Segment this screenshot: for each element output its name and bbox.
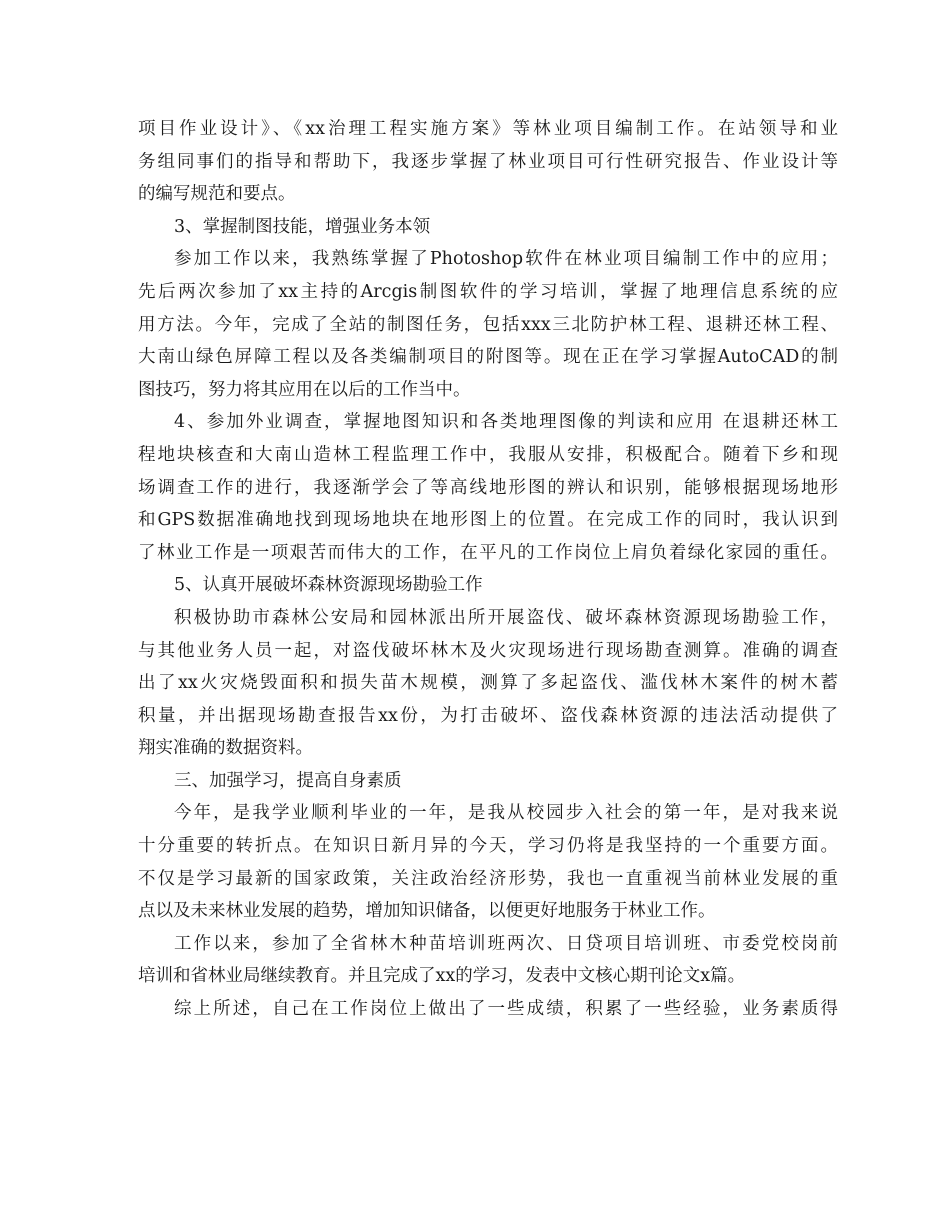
paragraph-line: 翔实准确的数据资料。	[138, 738, 313, 759]
paragraph-first-line: 积极协助市森林公安局和园林派出所开展盗伐、破坏森林资源现场勘验工作，	[174, 607, 838, 628]
paragraph-line: 不仅是学习最新的国家政策，关注政治经济形势，我也一直重视当前林业发展的重	[138, 868, 838, 889]
paragraph-line: 了林业工作是一项艰苦而伟大的工作，在平凡的工作岗位上肩负着绿化家园的重任。	[138, 542, 838, 563]
paragraph-line: 十分重要的转折点。在知识日新月异的今天，学习仍将是我坚持的一个重要方面。	[138, 836, 838, 857]
paragraph-first-line: 参加工作以来，我熟练掌握了Photoshop软件在林业项目编制工作中的应用；	[174, 249, 838, 270]
paragraph-line: 的编写规范和要点。	[138, 184, 296, 205]
paragraph-line: 大南山绿色屏障工程以及各类编制项目的附图等。现在正在学习掌握AutoCAD的制	[138, 347, 838, 368]
paragraph-line: 积量，并出据现场勘查报告xx份，为打击破坏、盗伐森林资源的违法活动提供了	[138, 705, 838, 726]
paragraph-line: 场调查工作的进行，我逐渐学会了等高线地形图的辨认和识别，能够根据现场地形	[138, 477, 838, 498]
paragraph-line: 培训和省林业局继续教育。并且完成了xx的学习，发表中文核心期刊论文x篇。	[138, 966, 746, 987]
paragraph-line: 先后两次参加了xx主持的Arcgis制图软件的学习培训，掌握了地理信息系统的应	[138, 281, 838, 302]
paragraph-line: 和GPS数据准确地找到现场地块在地形图上的位置。在完成工作的同时，我认识到	[138, 510, 838, 531]
paragraph-line: 出了xx火灾烧毁面积和损失苗木规模，测算了多起盗伐、滥伐林木案件的树木蓄	[138, 673, 838, 694]
paragraph-line: 点以及未来林业发展的趋势，增加知识储备，以便更好地服务于林业工作。	[138, 901, 716, 922]
paragraph-first-line: 3、掌握制图技能，增强业务本领	[174, 216, 431, 237]
paragraph-first-line: 综上所述，自己在工作岗位上做出了一些成绩，积累了一些经验，业务素质得	[174, 999, 838, 1020]
paragraph-line: 用方法。今年，完成了全站的制图任务，包括xxx三北防护林工程、退耕还林工程、	[138, 314, 838, 335]
paragraph-line: 图技巧，努力将其应用在以后的工作当中。	[138, 379, 471, 400]
paragraph-line: 与其他业务人员一起，对盗伐破坏林木及火灾现场进行现场勘查测算。准确的调查	[138, 640, 838, 661]
paragraph-first-line: 5、认真开展破坏森林资源现场勘验工作	[174, 575, 483, 596]
paragraph-first-line: 4、参加外业调查，掌握地图知识和各类地理图像的判读和应用 在退耕还林工	[174, 412, 838, 433]
paragraph-first-line: 今年，是我学业顺利毕业的一年，是我从校园步入社会的第一年，是对我来说	[174, 803, 838, 824]
document-body	[138, 113, 838, 1026]
paragraph-line: 程地块核查和大南山造林工程监理工作中，我服从安排，积极配合。随着下乡和现	[138, 444, 838, 465]
paragraph-first-line: 三、加强学习，提高自身素质	[174, 770, 402, 791]
paragraph-line: 项目作业设计》、《xx治理工程实施方案》等林业项目编制工作。在站领导和业	[138, 119, 838, 139]
paragraph-line: 务组同事们的指导和帮助下，我逐步掌握了林业项目可行性研究报告、作业设计等	[138, 151, 838, 172]
paragraph-first-line: 工作以来，参加了全省林木种苗培训班两次、日贷项目培训班、市委党校岗前	[174, 933, 838, 954]
